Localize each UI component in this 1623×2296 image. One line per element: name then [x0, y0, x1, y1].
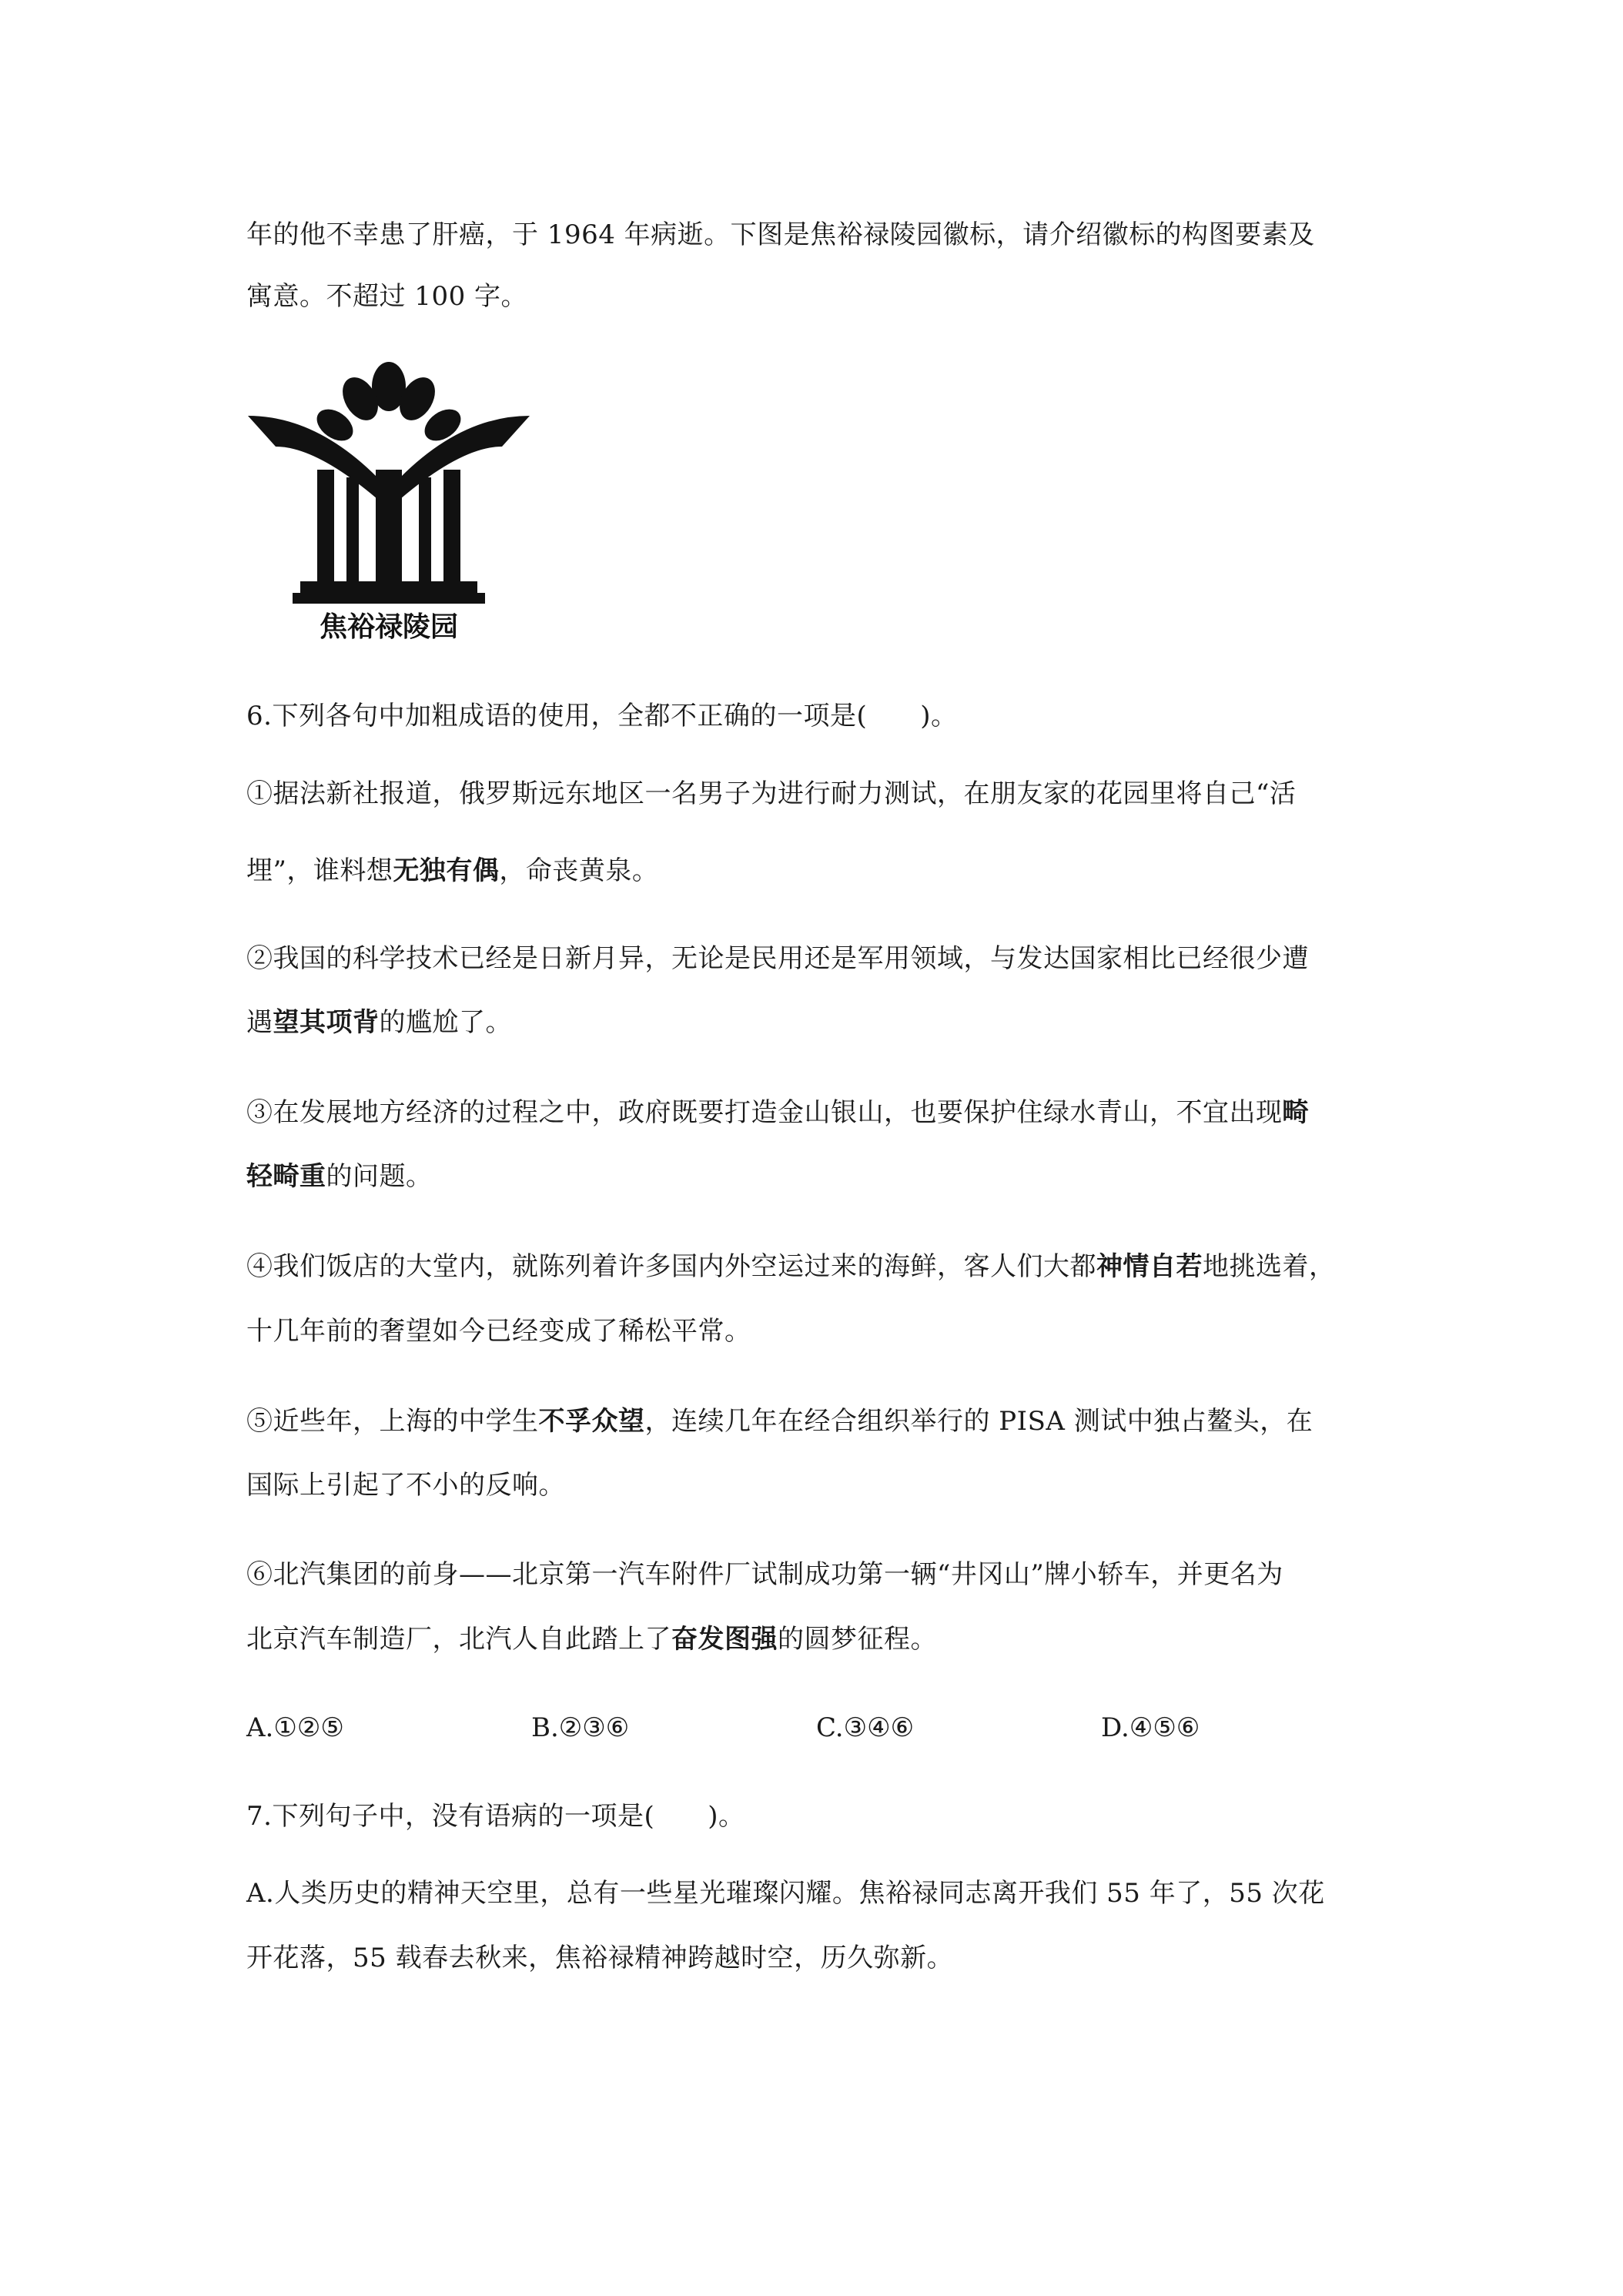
q6-s5-text-a: ⑤近些年，上海的中学生 — [246, 1406, 539, 1437]
logo-trunk — [376, 470, 402, 601]
q6-stem: 6.下列各句中加粗成语的使用，全都不正确的一项是( )。 — [246, 701, 958, 731]
q6-sentence-4-line-1 — [246, 1249, 1336, 1284]
q6-s5-text-b: ，连续几年在经合组织举行的 PISA 测试中独占鳌头，在 — [644, 1406, 1313, 1437]
q6-s1-text-b: ，命丧黄泉。 — [499, 855, 659, 886]
q6-option-d[interactable]: D.④⑤⑥ — [1101, 1712, 1200, 1743]
q6-s6-idiom: 奋发图强 — [671, 1624, 778, 1655]
q6-s2-idiom: 望其项背 — [273, 1007, 380, 1038]
q6-s3-text-b: 的问题。 — [326, 1161, 433, 1192]
q6-s3-idiom-part-2: 轻畸重 — [246, 1161, 326, 1192]
q7-option-a-line-1[interactable]: A.人类历史的精神天空里，总有一些星光璀璨闪耀。焦裕禄同志离开我们 55 年了，55 次花 — [246, 1878, 1325, 1909]
q6-sentence-6-line-2 — [246, 1622, 937, 1657]
q6-sentence-5-line-2: 国际上引起了不小的反响。 — [246, 1470, 565, 1501]
q6-sentence-2-line-2 — [246, 1005, 512, 1040]
q6-option-a[interactable]: A.①②⑤ — [246, 1712, 344, 1743]
q6-s2-text-a: 遇 — [246, 1007, 273, 1038]
q6-options — [246, 1710, 1386, 1745]
q6-sentence-2-line-1: ②我国的科学技术已经是日新月异，无论是民用还是军用领域，与发达国家相比已经很少遭 — [246, 943, 1309, 974]
q6-s3-idiom-part-1: 畸 — [1282, 1097, 1309, 1128]
q7-option-a-line-2[interactable]: 开花落，55 载春去秋来，焦裕禄精神跨越时空，历久弥新。 — [246, 1943, 954, 1973]
q6-sentence-1-line-1: ①据法新社报道，俄罗斯远东地区一名男子为进行耐力测试，在朋友家的花园里将自己“活 — [246, 778, 1297, 809]
q6-option-c[interactable]: C.③④⑥ — [816, 1712, 915, 1743]
q6-s4-text-b: 地挑选着， — [1203, 1251, 1336, 1282]
q7-stem: 7.下列句子中，没有语病的一项是( )。 — [246, 1801, 745, 1832]
q6-sentence-3-line-2 — [246, 1159, 433, 1194]
q6-s6-text-b: 的圆梦征程。 — [778, 1624, 937, 1655]
q6-s3-text-a: ③在发展地方经济的过程之中，政府既要打造金山银山，也要保护住绿水青山，不宜出现 — [246, 1097, 1283, 1128]
intro-line-2: 寓意。不超过 100 字。 — [246, 281, 528, 312]
q6-s4-text-a: ④我们饭店的大堂内，就陈列着许多国内外空运过来的海鲜，客人们大都 — [246, 1251, 1096, 1282]
q6-s5-idiom: 不孚众望 — [538, 1406, 645, 1437]
q6-s1-text-a: 埋”，谁料想 — [246, 855, 393, 886]
q6-option-b[interactable]: B.②③⑥ — [531, 1712, 630, 1743]
q6-sentence-3-line-1 — [246, 1095, 1309, 1130]
q6-s4-idiom: 神情自若 — [1096, 1251, 1203, 1282]
logo-caption: 焦裕禄陵园 — [319, 611, 459, 643]
q6-s2-text-b: 的尴尬了。 — [379, 1007, 512, 1038]
q6-s6-text-a: 北京汽车制造厂，北汽人自此踏上了 — [246, 1624, 671, 1655]
q6-s1-idiom: 无独有偶 — [393, 855, 500, 886]
jiao-yulu-cemetery-logo — [246, 362, 531, 647]
q6-sentence-1-line-2 — [246, 853, 658, 889]
q6-sentence-4-line-2: 十几年前的奢望如今已经变成了稀松平常。 — [246, 1316, 751, 1347]
intro-line-1: 年的他不幸患了肝癌，于 1964 年病逝。下图是焦裕禄陵园徽标，请介绍徽标的构图要素及 — [246, 219, 1315, 250]
q6-sentence-5-line-1 — [246, 1404, 1313, 1439]
q6-sentence-6-line-1: ⑥北汽集团的前身——北京第一汽车附件厂试制成功第一辆“井冈山”牌小轿车，并更名为 — [246, 1559, 1283, 1590]
